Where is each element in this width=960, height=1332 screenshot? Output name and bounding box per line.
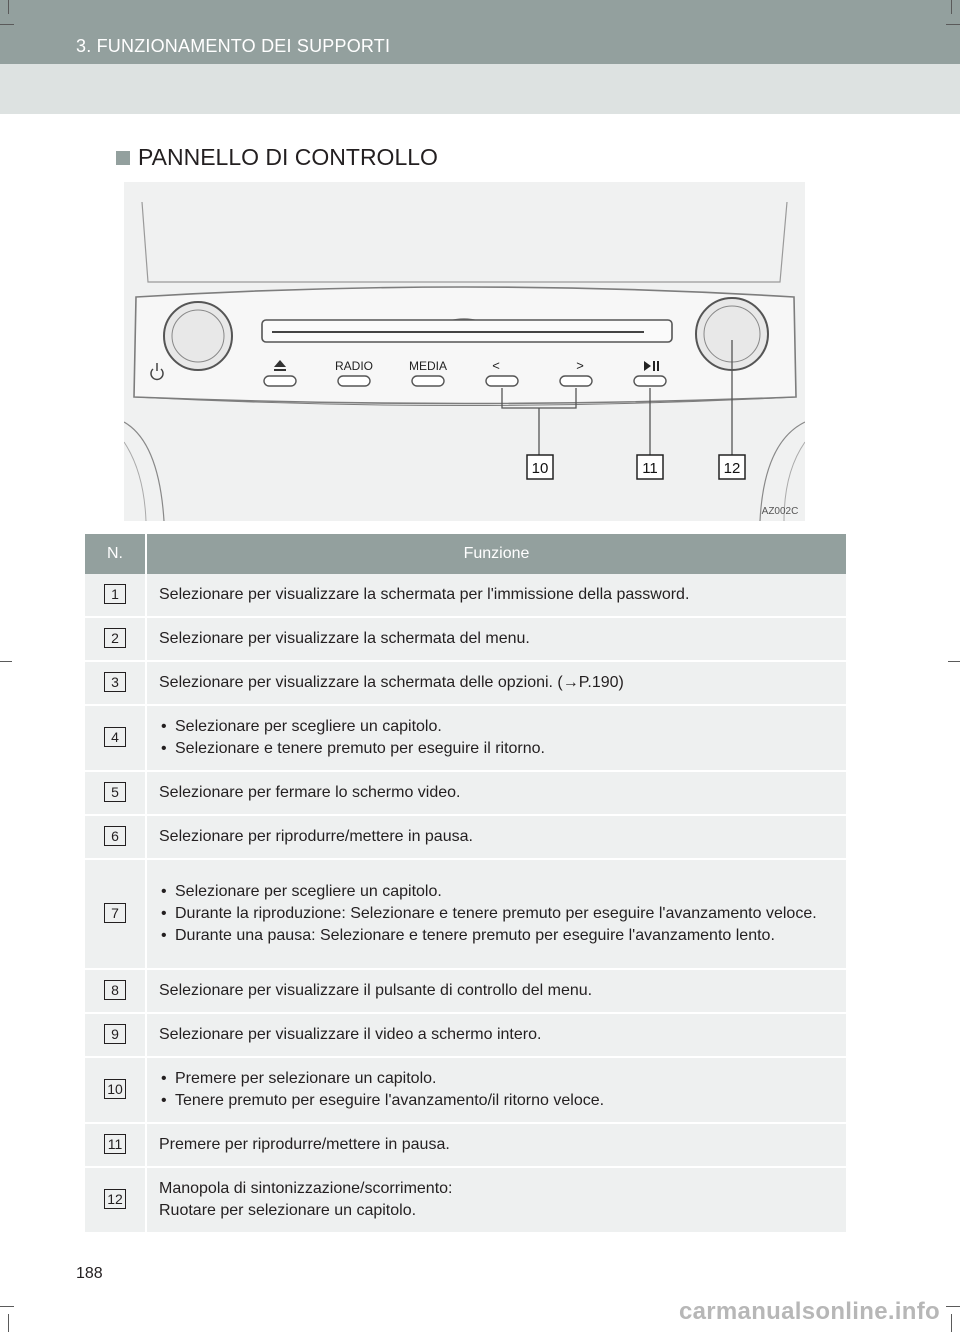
- table-row: [85, 1014, 846, 1058]
- crop-mark: [0, 661, 12, 662]
- left-knob: [164, 302, 232, 370]
- prev-label: <: [492, 358, 500, 373]
- section-title-text: PANNELLO DI CONTROLLO: [138, 144, 438, 170]
- table-row: [85, 1168, 846, 1234]
- row-description: Selezionare per visualizzare il video a schermo intero.: [147, 1014, 846, 1058]
- row-description-line: Ruotare per selezionare un capitolo.: [159, 1202, 417, 1219]
- row-number-badge: 2: [104, 628, 126, 648]
- crop-mark: [951, 1314, 952, 1332]
- crop-mark: [948, 661, 960, 662]
- control-panel-illustration: [124, 182, 805, 521]
- bullet-item: • Selezionare e tenere premuto per eseguire il ritorno.: [159, 738, 834, 760]
- row-description: Selezionare per visualizzare la schermata delle opzioni. (→P.190): [147, 662, 846, 706]
- media-label: MEDIA: [408, 359, 448, 373]
- section-marker-icon: [116, 151, 130, 165]
- media-button: [412, 376, 444, 386]
- next-button: [560, 376, 592, 386]
- table-row: [85, 860, 846, 970]
- bullet-item: • Premere per selezionare un capitolo.: [159, 1068, 834, 1090]
- row-number-badge: 7: [104, 903, 126, 923]
- header-band: [0, 64, 960, 114]
- bullet-item: • Selezionare per scegliere un capitolo.: [159, 716, 834, 738]
- table-row: [85, 1058, 846, 1124]
- bullet-item: • Selezionare per scegliere un capitolo.: [159, 881, 834, 903]
- bullet-item: • Durante la riproduzione: Selezionare e tenere premuto per eseguire l'avanzamento veloce.: [159, 903, 834, 925]
- row-number-badge: 12: [104, 1189, 126, 1209]
- chapter-title: 3. FUNZIONAMENTO DEI SUPPORTI: [76, 36, 391, 56]
- control-panel-drawing: [124, 182, 805, 521]
- row-description-line: Manopola di sintonizzazione/scorrimento:: [159, 1180, 453, 1197]
- row-number-badge: 3: [104, 672, 126, 692]
- radio-button: [338, 376, 370, 386]
- crop-mark: [8, 1314, 9, 1332]
- table-header-row: [85, 534, 846, 574]
- row-number-badge: 6: [104, 826, 126, 846]
- bullet-item: • Durante una pausa: Selezionare e tenere premuto per eseguire l'avanzamento lento.: [159, 925, 834, 947]
- figure-code: AZ002C: [761, 506, 799, 517]
- callout-11-label: 11: [642, 460, 658, 477]
- page-number: 188: [76, 1265, 103, 1282]
- radio-label: RADIO: [334, 359, 374, 373]
- table-row: [85, 706, 846, 772]
- row-description: Selezionare per visualizzare la schermata per l'immissione della password.: [147, 574, 846, 618]
- table-row: [85, 816, 846, 860]
- row-number-badge: 9: [104, 1024, 126, 1044]
- table-row: [85, 970, 846, 1014]
- callout-10-label: 10: [531, 460, 549, 477]
- row-description: Premere per riprodurre/mettere in pausa.: [147, 1124, 846, 1168]
- callout-12-label: 12: [723, 460, 741, 477]
- table-row: [85, 574, 846, 618]
- play-pause-button: [634, 376, 666, 386]
- crop-mark: [0, 1306, 14, 1307]
- watermark: carmanualsonline.info: [678, 1298, 940, 1325]
- row-description: Selezionare per fermare lo schermo video.: [147, 772, 846, 816]
- header-no: N.: [85, 534, 147, 574]
- eject-button: [264, 376, 296, 386]
- crop-mark: [951, 0, 952, 14]
- row-description: Selezionare per visualizzare la schermata del menu.: [147, 618, 846, 662]
- section-title: [116, 144, 438, 171]
- crop-mark: [0, 24, 14, 25]
- row-number-badge: 4: [104, 727, 126, 747]
- table-row: [85, 662, 846, 706]
- row-number-badge: 1: [104, 584, 126, 604]
- bullet-list: [159, 881, 834, 947]
- row-number-badge: 8: [104, 980, 126, 1000]
- row-number-badge: 10: [104, 1079, 126, 1099]
- header-bar: [0, 0, 960, 64]
- crop-mark: [946, 24, 960, 25]
- table-row: [85, 618, 846, 662]
- table-row: [85, 1124, 846, 1168]
- row-description: Selezionare per riprodurre/mettere in pausa.: [147, 816, 846, 860]
- header-function: Funzione: [147, 534, 846, 574]
- next-label: >: [576, 358, 584, 373]
- functions-table: [85, 534, 846, 1234]
- bullet-list: [159, 1068, 834, 1112]
- row-number-badge: 11: [104, 1134, 126, 1154]
- table-row: [85, 772, 846, 816]
- bullet-list: [159, 716, 834, 760]
- bullet-item: • Tenere premuto per eseguire l'avanzamento/il ritorno veloce.: [159, 1090, 834, 1112]
- row-description: Selezionare per visualizzare il pulsante di controllo del menu.: [147, 970, 846, 1014]
- row-number-badge: 5: [104, 782, 126, 802]
- crop-mark: [946, 1306, 960, 1307]
- prev-button: [486, 376, 518, 386]
- crop-mark: [8, 0, 9, 14]
